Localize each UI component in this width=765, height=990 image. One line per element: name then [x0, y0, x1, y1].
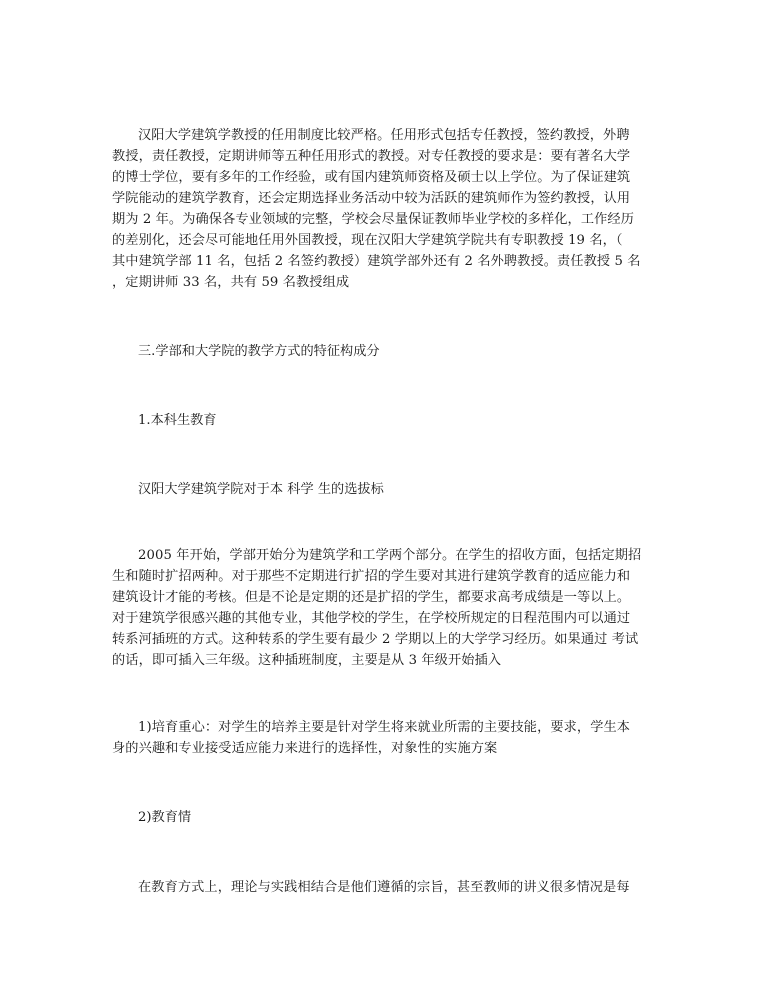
text-line: 教授，责任教授，定期讲师等五种任用形式的教授。对专任教授的要求是：要有著名大学	[112, 149, 631, 164]
subsection-title: 汉阳大学建筑学院对于本 科学 生的选拔标	[138, 482, 384, 497]
paragraph-faculty-appointment	[112, 125, 657, 293]
text-line: 对于建筑学很感兴趣的其他专业，其他学校的学生，在学校所规定的日程范围内可以通过	[112, 611, 631, 626]
text-line: 转系河插班的方式。这种转系的学生要有最少 2 学期以上的大学学习经历。如果通过 考试	[112, 632, 639, 647]
text-line: 1)培育重心：对学生的培养主要是针对学生将来就业所需的主要技能，要求，学生本	[138, 720, 631, 735]
subsection-heading: 1.本科生教育	[138, 413, 217, 428]
text-line: 2005 年开始，学部开始分为建筑学和工学两个部分。在学生的招收方面，包括定期招	[138, 548, 642, 563]
section-heading: 三.学部和大学院的教学方式的特征构成分	[138, 344, 380, 359]
text-line: 期为 2 年。为确保各专业领域的完整，学校会尽量保证教师毕业学校的多样化，工作经历	[112, 212, 634, 227]
text-line: 其中建筑学部 11 名，包括 2 名签约教授）建筑学部外还有 2 名外聘教授。责任教授 5 名	[112, 254, 641, 269]
text-line: 生和随时扩招两种。对于那些不定期进行扩招的学生要对其进行建筑学教育的适应能力和	[112, 569, 631, 584]
text-line: 汉阳大学建筑学教授的任用制度比较严格。任用形式包括专任教授，签约教授，外聘	[138, 128, 630, 143]
text-line: 学院能动的建筑学教育，还会定期选择业务活动中较为活跃的建筑师作为签约教授，认用	[112, 191, 631, 206]
text-line: 建筑设计才能的考核。但是不论是定期的还是扩招的学生，都要求高考成绩是一等以上。	[112, 590, 631, 605]
text-line: 的差别化，还会尽可能地任用外国教授，现在汉阳大学建筑学院共有专职教授 19 名，（	[112, 233, 623, 248]
subsection-heading: 2)教育情	[138, 810, 192, 825]
text-line: 的话，即可插入三年级。这种插班制度，主要是从 3 年级开始插入	[112, 653, 502, 668]
text-line: 身的兴趣和专业接受适应能力来进行的选择性，对象性的实施方案	[112, 741, 498, 756]
paragraph-admissions	[112, 545, 657, 671]
paragraph-training-focus	[112, 717, 657, 759]
text-line: ，定期讲师 33 名，共有 59 名教授组成	[112, 275, 350, 290]
paragraph-teaching-method	[112, 877, 657, 898]
text-line: 的博士学位，要有多年的工作经验，或有国内建筑师资格及硕士以上学位。为了保证建筑	[112, 170, 631, 185]
text-line: 在教育方式上，理论与实践相结合是他们遵循的宗旨，甚至教师的讲义很多情况是每	[138, 880, 630, 895]
